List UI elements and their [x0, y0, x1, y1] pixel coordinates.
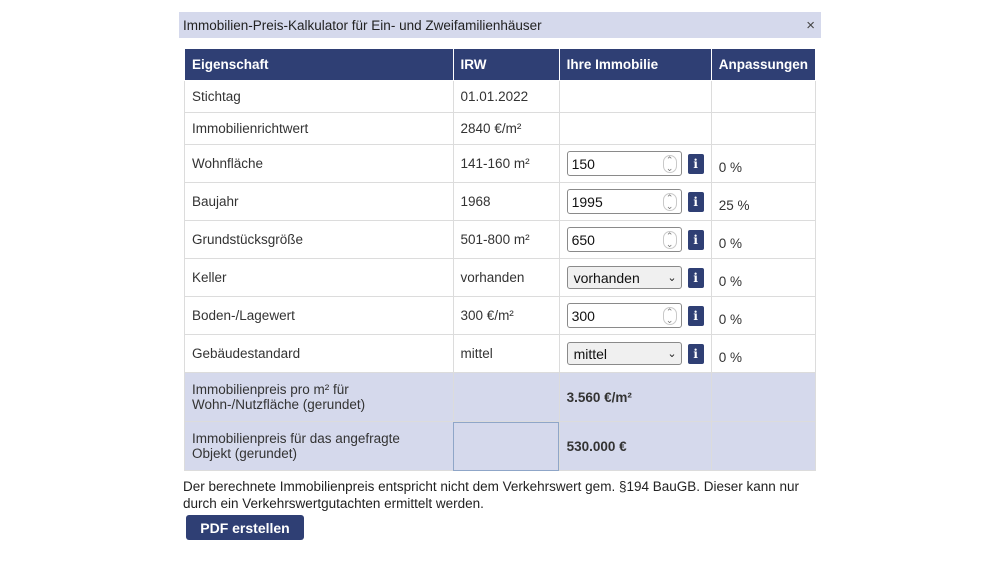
result-value: 3.560 €/m² — [559, 373, 711, 422]
input-cell — [559, 335, 711, 373]
irw-value: 2840 €/m² — [453, 113, 559, 145]
number-spinner-icon[interactable]: ⌃ ⌄ — [663, 307, 677, 325]
table-row — [185, 81, 816, 113]
wohnflaeche-input[interactable] — [567, 151, 682, 176]
adjustment-value: 0 % — [711, 221, 815, 259]
property-label: Gebäudestandard — [185, 335, 454, 373]
calculator-dialog — [179, 12, 821, 536]
gebaeudestandard-select[interactable] — [567, 342, 682, 365]
bodenwert-input[interactable] — [567, 303, 682, 328]
input-cell — [559, 259, 711, 297]
header-irw: IRW — [453, 49, 559, 81]
result-label — [185, 422, 454, 471]
input-cell-empty — [559, 81, 711, 113]
adjustment-value: 0 % — [711, 145, 815, 183]
result-empty — [711, 373, 815, 422]
property-label: Stichtag — [185, 81, 454, 113]
input-cell — [559, 145, 711, 183]
result-label-line1: Immobilienpreis für das angefragte — [192, 431, 400, 446]
irw-value: vorhanden — [453, 259, 559, 297]
pdf-button[interactable]: PDF erstellen — [186, 515, 304, 540]
result-empty — [711, 422, 815, 471]
wohnflaeche-value: 150 — [571, 155, 595, 172]
table-row — [185, 145, 816, 183]
input-cell-empty — [559, 113, 711, 145]
grundstueck-value: 650 — [571, 231, 595, 248]
result-label-line2: Objekt (gerundet) — [192, 446, 298, 461]
result-value: 530.000 € — [559, 422, 711, 471]
baujahr-input[interactable] — [567, 189, 682, 214]
property-label: Keller — [185, 259, 454, 297]
property-label: Boden-/Lagewert — [185, 297, 454, 335]
info-icon[interactable]: i — [688, 230, 704, 250]
adjustment-cell-empty — [711, 113, 815, 145]
header-eigenschaft: Eigenschaft — [185, 49, 454, 81]
disclaimer-note — [183, 478, 823, 512]
grundstueck-input[interactable] — [567, 227, 682, 252]
bodenwert-value: 300 — [571, 307, 595, 324]
dialog-titlebar — [179, 12, 821, 38]
table-row — [185, 113, 816, 145]
input-cell — [559, 221, 711, 259]
result-label — [185, 373, 454, 422]
irw-value: 501-800 m² — [453, 221, 559, 259]
property-label: Grundstücksgröße — [185, 221, 454, 259]
result-empty-focused — [453, 422, 559, 471]
table-row — [185, 335, 816, 373]
adjustment-value: 0 % — [711, 297, 815, 335]
result-row — [185, 373, 816, 422]
irw-value: 01.01.2022 — [453, 81, 559, 113]
table-row — [185, 297, 816, 335]
irw-value: 300 €/m² — [453, 297, 559, 335]
irw-value: mittel — [453, 335, 559, 373]
adjustment-value: 0 % — [711, 335, 815, 373]
result-label-line1: Immobilienpreis pro m² für — [192, 382, 349, 397]
table-row — [185, 183, 816, 221]
chevron-down-icon: ⌄ — [667, 272, 677, 284]
calculator-table — [184, 48, 816, 471]
input-cell — [559, 183, 711, 221]
property-label: Baujahr — [185, 183, 454, 221]
irw-value: 141-160 m² — [453, 145, 559, 183]
property-label: Wohnfläche — [185, 145, 454, 183]
table-row — [185, 221, 816, 259]
info-icon[interactable]: i — [688, 154, 704, 174]
disclaimer-line2: durch ein Verkehrswertgutachten ermittelt werden. — [183, 496, 484, 511]
input-cell — [559, 297, 711, 335]
close-icon[interactable]: × — [806, 16, 815, 34]
result-label-line2: Wohn-/Nutzfläche (gerundet) — [192, 397, 366, 412]
result-empty — [453, 373, 559, 422]
table-row — [185, 259, 816, 297]
header-anpassungen: Anpassungen — [711, 49, 815, 81]
keller-selected: vorhanden — [573, 269, 640, 286]
gebaeudestandard-selected: mittel — [573, 345, 608, 362]
dialog-title: Immobilien-Preis-Kalkulator für Ein- und Zweifamilienhäuser — [183, 17, 542, 33]
header-ihre-immobilie: Ihre Immobilie — [559, 49, 711, 81]
chevron-down-icon: ⌄ — [667, 348, 677, 360]
info-icon[interactable]: i — [688, 306, 704, 326]
info-icon[interactable]: i — [688, 344, 704, 364]
disclaimer-line1: Der berechnete Immobilienpreis entspricht nicht dem Verkehrswert gem. §194 BauGB. Dieser kann nur — [183, 479, 800, 494]
number-spinner-icon[interactable]: ⌃ ⌄ — [663, 193, 677, 211]
number-spinner-icon[interactable]: ⌃ ⌄ — [663, 155, 677, 173]
keller-select[interactable] — [567, 266, 682, 289]
adjustment-value: 0 % — [711, 259, 815, 297]
property-label: Immobilienrichtwert — [185, 113, 454, 145]
number-spinner-icon[interactable]: ⌃ ⌄ — [663, 231, 677, 249]
info-icon[interactable]: i — [688, 268, 704, 288]
info-icon[interactable]: i — [688, 192, 704, 212]
adjustment-value: 25 % — [711, 183, 815, 221]
result-row — [185, 422, 816, 471]
irw-value: 1968 — [453, 183, 559, 221]
baujahr-value: 1995 — [571, 193, 603, 210]
table-header-row — [185, 49, 816, 81]
adjustment-cell-empty — [711, 81, 815, 113]
